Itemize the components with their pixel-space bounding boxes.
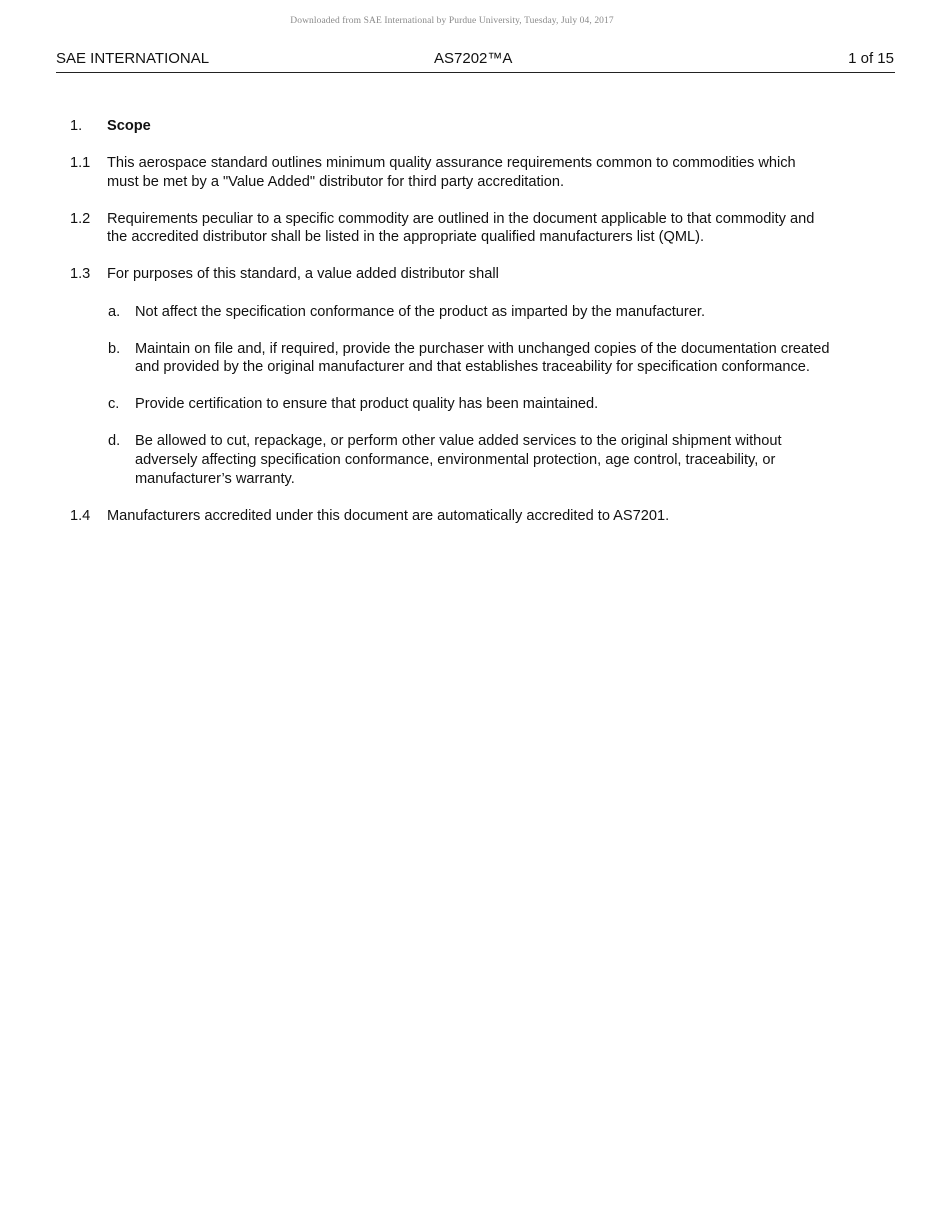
paragraph-1-1 (70, 154, 830, 191)
download-watermark: Downloaded from SAE International by Purdue University, Tuesday, July 04, 2017 (290, 16, 614, 26)
list-item-a (70, 303, 830, 322)
paragraph-text: Manufacturers accredited under this document are automatically accredited to AS7201. (107, 507, 670, 524)
list-item-b (70, 340, 830, 377)
paragraph-1-3 (70, 265, 830, 284)
list-item-text: Provide certification to ensure that product quality has been maintained. (135, 396, 599, 413)
section-title: Scope (107, 118, 151, 134)
paragraph-text: Requirements peculiar to a specific commodity are outlined in the document applicable to that commodity and the accredited distributor shall be listed in the appropriate qualified manufacturers list (QML). (107, 210, 815, 246)
section-number: 1. (70, 118, 83, 134)
list-item-text: Maintain on file and, if required, provide the purchaser with unchanged copies of the documentation created and provided by the original manufacturer and that establishes traceability for specification conformance. (135, 340, 830, 376)
list-item-text: Be allowed to cut, repackage, or perform other value added services to the original shipment without adversely affecting specification conformance, environmental protection, age control, traceability, or manufacturer’s warranty. (135, 433, 782, 487)
paragraph-text: This aerospace standard outlines minimum quality assurance requirements common to commodities which must be met by a "Value Added" distributor for third party accreditation. (107, 155, 796, 190)
list-item-text: Not affect the specification conformance of the product as imparted by the manufacturer. (135, 303, 706, 320)
header-organization: SAE INTERNATIONAL (56, 50, 210, 67)
paragraph-number: 1.3 (70, 266, 91, 283)
paragraph-number: 1.1 (70, 155, 91, 172)
paragraph-number: 1.4 (70, 507, 91, 524)
header-page-number: 1 of 15 (848, 50, 894, 67)
list-item-letter: d. (108, 433, 121, 450)
document-body (70, 117, 830, 544)
list-item-c (70, 395, 830, 414)
paragraph-1-2 (70, 210, 830, 247)
paragraph-text: For purposes of this standard, a value added distributor shall (107, 266, 499, 283)
list-item-letter: c. (108, 396, 120, 413)
header-document-id: AS7202™A (434, 50, 513, 67)
list-item-letter: a. (108, 303, 121, 320)
page-header (56, 50, 895, 73)
paragraph-number: 1.2 (70, 210, 91, 227)
list-item-letter: b. (108, 340, 121, 357)
list-item-d (70, 432, 830, 488)
paragraph-1-4 (70, 507, 830, 526)
section-heading (70, 117, 830, 136)
